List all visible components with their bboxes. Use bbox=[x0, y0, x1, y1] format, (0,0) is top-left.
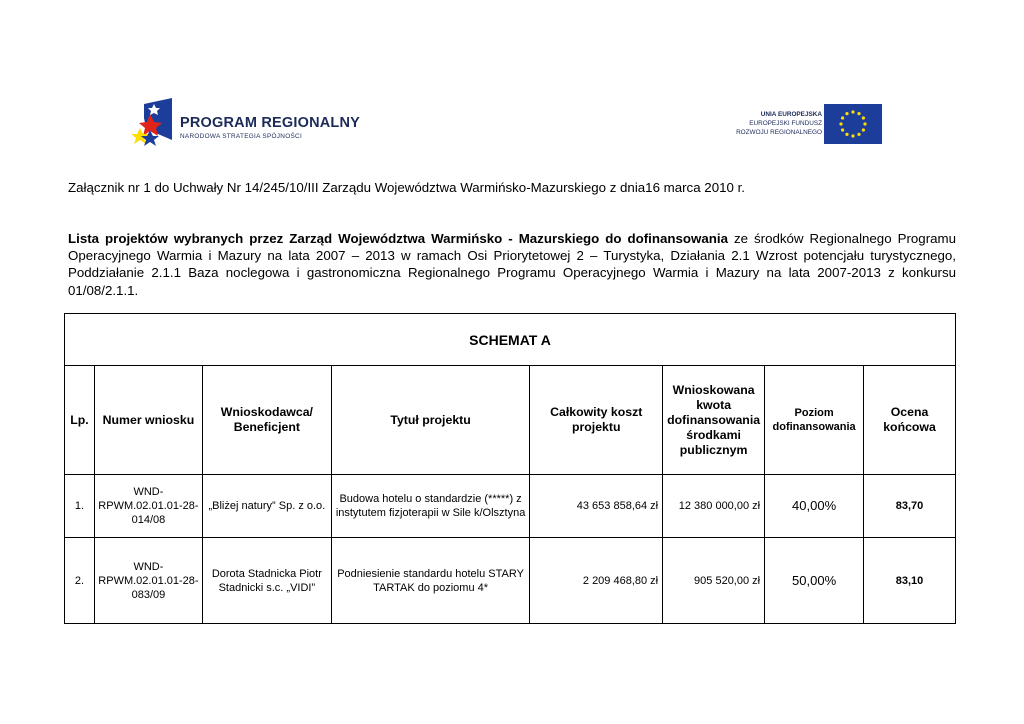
eu-logo-text bbox=[736, 110, 822, 137]
cell-lp: 2. bbox=[65, 538, 95, 624]
header-applicant: Wnioskodawca/ Beneficjent bbox=[202, 366, 331, 475]
header-lp: Lp. bbox=[65, 366, 95, 475]
intro-paragraph bbox=[68, 230, 956, 299]
eu-star-icon bbox=[862, 116, 865, 119]
eu-star-icon bbox=[841, 116, 844, 119]
eu-star-icon bbox=[857, 133, 860, 136]
eu-star-icon bbox=[851, 110, 854, 113]
eu-line-1: UNIA EUROPEJSKA bbox=[760, 111, 822, 118]
eu-star-icon bbox=[839, 122, 842, 125]
intro-bold: Lista projektów wybranych przez Zarząd Województwa Warmińsko - Mazurskiego do dofinansowania bbox=[68, 231, 728, 246]
eu-star-icon bbox=[851, 134, 854, 137]
eu-star-icon bbox=[862, 128, 865, 131]
eu-star-icon bbox=[841, 128, 844, 131]
cell-requested: 12 380 000,00 zł bbox=[663, 475, 765, 538]
cell-total: 2 209 468,80 zł bbox=[530, 538, 663, 624]
nss-star-logo-icon bbox=[132, 98, 176, 156]
program-regionalny-title: PROGRAM REGIONALNY bbox=[180, 115, 361, 131]
cell-level: 50,00% bbox=[765, 538, 864, 624]
header-requested: Wnioskowana kwota dofinansowania środkami publicznym bbox=[663, 366, 765, 475]
cell-lp: 1. bbox=[65, 475, 95, 538]
cell-applicant: Dorota Stadnicka Piotr Stadnicki s.c. „VIDI” bbox=[202, 538, 331, 624]
cell-applicant: „Bliżej natury” Sp. z o.o. bbox=[202, 475, 331, 538]
cell-level: 40,00% bbox=[765, 475, 864, 538]
annex-heading: Załącznik nr 1 do Uchwały Nr 14/245/10/III Zarządu Województwa Warmińsko-Mazurskiego z dnia16 marca 2010 r. bbox=[68, 180, 745, 195]
eu-line-3: ROZWOJU REGIONALNEGO bbox=[736, 129, 822, 136]
intro-rest: ze środków Regionalnego Programu Operacyjnego Warmia i Mazury na lata 2007 – 2013 w ramach Osi Priorytetowej 2 – Turystyka, Działania 2.1 Wzrost potencjału turystycznego, Poddziałanie 2.1.1 Baza noclegowa i gastronomiczna Regionalnego Programu Operacyjnego Warmia i Mazury na lata 2007-2013 z konkursu 01/08/2.1.1. bbox=[68, 231, 956, 298]
header-number: Numer wniosku bbox=[94, 366, 202, 475]
eu-logo bbox=[712, 104, 884, 146]
cell-number: WND-RPWM.02.01.01-28-014/08 bbox=[94, 475, 202, 538]
eu-star-icon bbox=[863, 122, 866, 125]
program-regionalny-logo bbox=[132, 98, 361, 156]
table-header-row bbox=[65, 366, 956, 475]
eu-star-icon bbox=[845, 112, 848, 115]
table-row bbox=[65, 475, 956, 538]
eu-star-icon bbox=[845, 133, 848, 136]
cell-number: WND-RPWM.02.01.01-28-083/09 bbox=[94, 538, 202, 624]
cell-title: Budowa hotelu o standardzie (*****) z instytutem fizjoterapii w Sile k/Olsztyna bbox=[331, 475, 530, 538]
header-score: Ocena końcowa bbox=[864, 366, 956, 475]
table-row bbox=[65, 538, 956, 624]
eu-line-2: EUROPEJSKI FUNDUSZ bbox=[749, 120, 822, 127]
header-title: Tytuł projektu bbox=[331, 366, 530, 475]
cell-requested: 905 520,00 zł bbox=[663, 538, 765, 624]
header-total: Całkowity koszt projektu bbox=[530, 366, 663, 475]
eu-flag-icon bbox=[824, 104, 882, 144]
eu-star-icon bbox=[857, 112, 860, 115]
cell-total: 43 653 858,64 zł bbox=[530, 475, 663, 538]
projects-table bbox=[64, 313, 956, 624]
nss-subtitle: NARODOWA STRATEGIA SPÓJNOŚCI bbox=[180, 133, 303, 140]
cell-score: 83,10 bbox=[864, 538, 956, 624]
schema-title: SCHEMAT A bbox=[65, 314, 956, 366]
cell-title: Podniesienie standardu hotelu STARY TARTAK do poziomu 4* bbox=[331, 538, 530, 624]
cell-score: 83,70 bbox=[864, 475, 956, 538]
header-level: Poziom dofinansowania bbox=[765, 366, 864, 475]
